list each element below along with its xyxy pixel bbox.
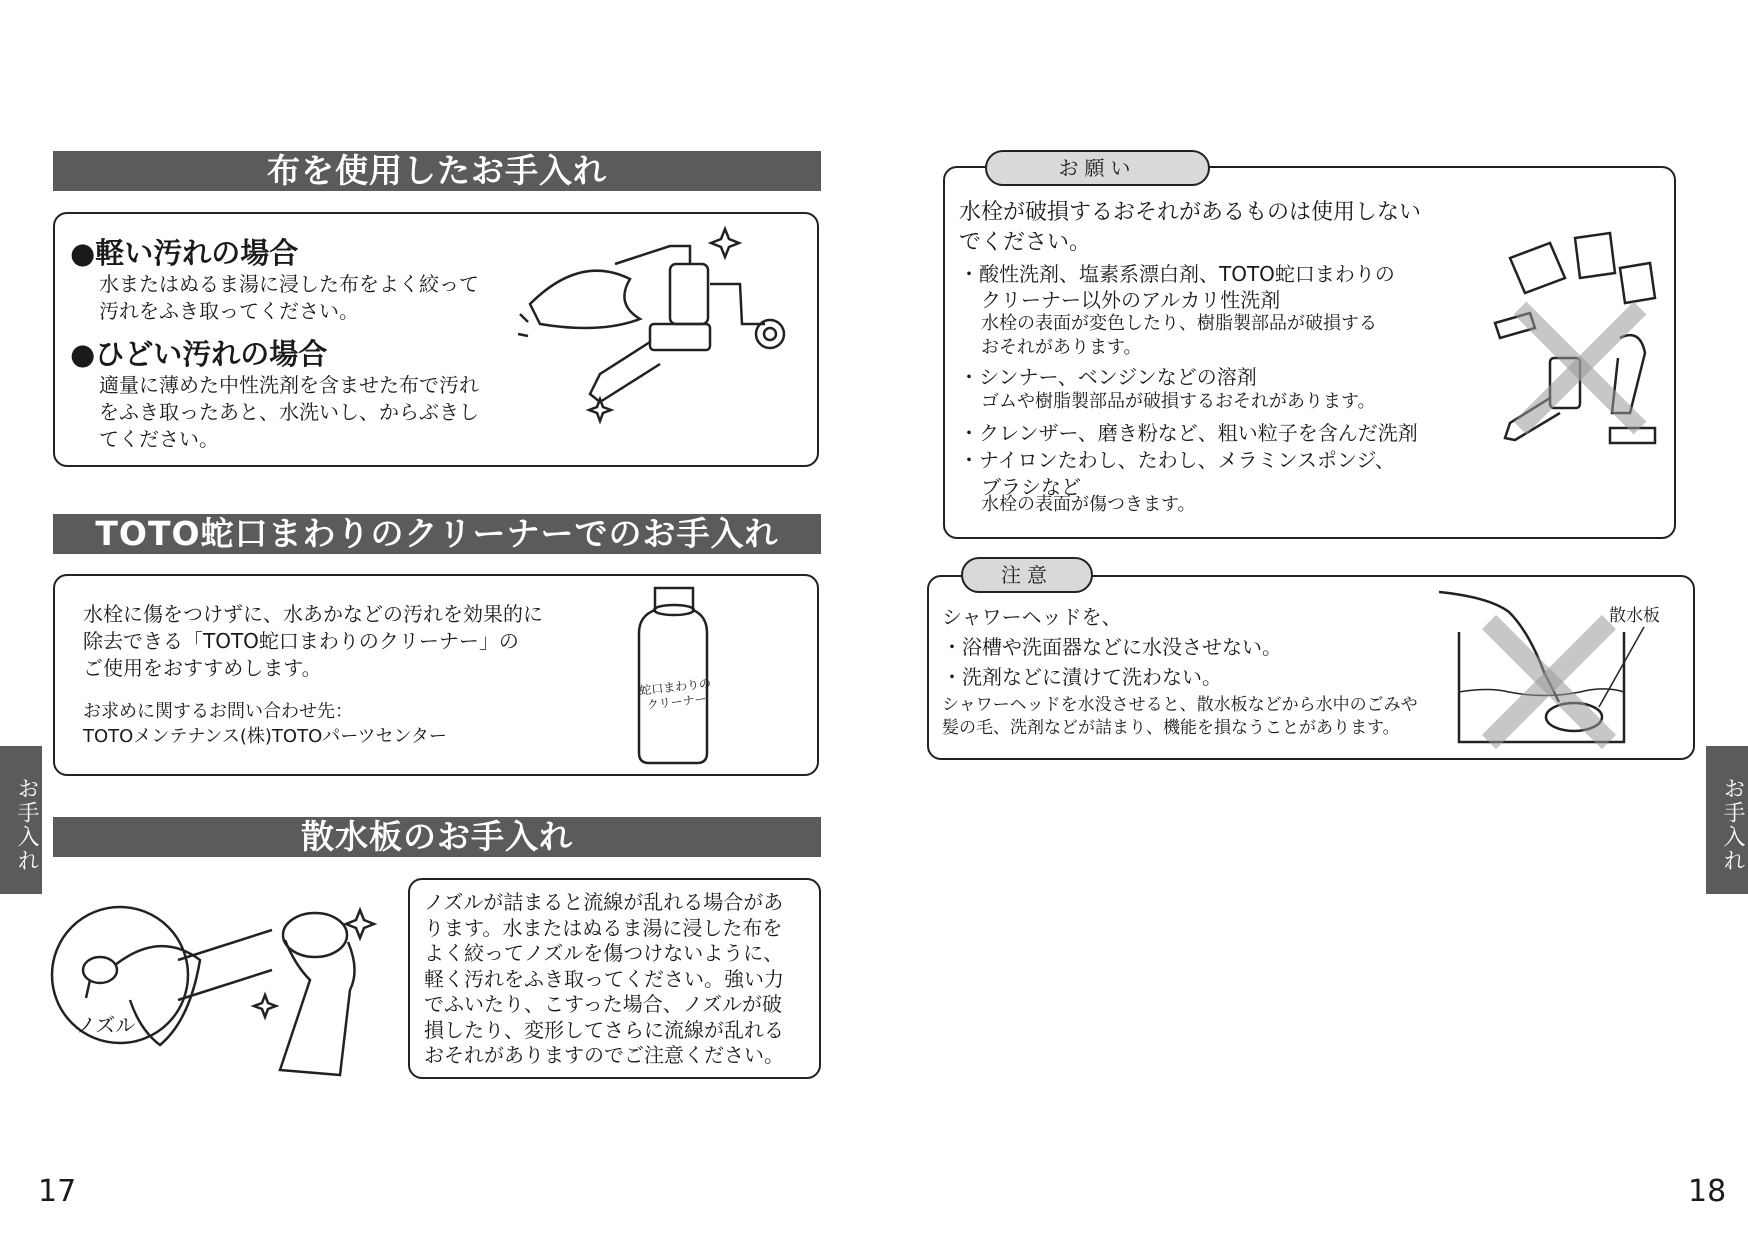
spray-description: ノズルが詰まると流線が乱れる場合があ ります。水またはぬるま湯に浸した布を よく絞ってノズルを傷つけないように、 軽く汚れをふき取ってください。強い力 でふいたり、こすった場合、ノズルが破 損したり、変形してさらに流線が乱れる おそれがありますのでご注意ください。 [424,890,784,1067]
caution-item-submerge: ・浴槽や洗面器などに水没させない。 [942,635,1282,659]
faucet-wiping-illustration [520,224,800,454]
caution-lead: シャワーヘッドを、 [942,605,1122,629]
cleaner-description: 水栓に傷をつけずに、水あかなどの汚れを効果的に 除去できる「TOTO蛇口まわりのクリーナー」の ご使用をおすすめします。 [83,602,543,680]
page-number-right: 18 [1688,1174,1727,1209]
light-dirt-heading: ●軽い汚れの場合 [70,236,299,270]
request-item-acid-note: 水栓の表面が変色したり、樹脂製部品が破損する おそれがあります。 [981,313,1377,358]
spray-text-box [408,878,821,1079]
request-box [943,166,1676,539]
heavy-dirt-text: 適量に薄めた中性洗剤を含ませた布で汚れ をふき取ったあと、水洗いし、からぶきし てください。 [99,373,479,451]
light-dirt-text: 水またはぬるま湯に浸した布をよく絞って 汚れをふき取ってください。 [99,272,479,323]
page-number-left: 17 [38,1174,77,1209]
heavy-dirt-heading: ●ひどい汚れの場合 [70,337,328,371]
cleaner-section-title: TOTO蛇口まわりのクリーナーでのお手入れ [53,514,821,554]
side-tab-left: お手入れ [0,746,42,894]
contact-label: お求めに関するお問い合わせ先： [83,701,353,722]
submerged-showerhead-illustration [1449,592,1709,742]
caution-note: シャワーヘッドを水没させると、散水板などから水中のごみや 髪の毛、洗剤などが詰まり、機能を損なうことがあります。 [942,695,1418,738]
cloth-section-title: 布を使用したお手入れ [53,151,821,191]
nozzle-label: ノズル [76,1013,136,1037]
caution-box [927,575,1695,760]
side-tab-right: お手入れ [1706,746,1748,894]
request-item-nylon: ・ナイロンたわし、たわし、メラミンスポンジ、 ブラシなど [959,448,1395,499]
request-heading: 水栓が破損するおそれがあるものは使用しない でください。 [959,200,1422,255]
spray-plate-label: 散水板 [1609,606,1660,626]
cloth-section-box [53,212,819,467]
prohibited-cleaners-illustration [1490,228,1660,448]
bottle-label: 蛇口まわりの クリーナー [638,676,712,713]
request-item-thinner-note: ゴムや樹脂製部品が破損するおそれがあります。 [981,391,1376,412]
caution-label-pill: 注意 [961,557,1093,593]
request-item-acid: ・酸性洗剤、塩素系漂白剤、TOTO蛇口まわりの クリーナー以外のアルカリ性洗剤 [959,262,1395,312]
request-item-cleanser: ・クレンザー、磨き粉など、粗い粒子を含んだ洗剤 [959,421,1418,445]
contact-name: TOTOメンテナンス(株)TOTOパーツセンター [83,726,447,747]
request-item-thinner: ・シンナー、ベンジンなどの溶剤 [959,365,1257,389]
spray-plate-illustration [50,870,390,1080]
cleaner-section-box [53,574,819,776]
spray-section-title: 散水板のお手入れ [53,817,821,857]
request-label-pill: お願い [985,150,1210,186]
caution-item-detergent: ・洗剤などに漬けて洗わない。 [942,665,1222,689]
request-item-nylon-note: 水栓の表面が傷つきます。 [981,494,1196,515]
